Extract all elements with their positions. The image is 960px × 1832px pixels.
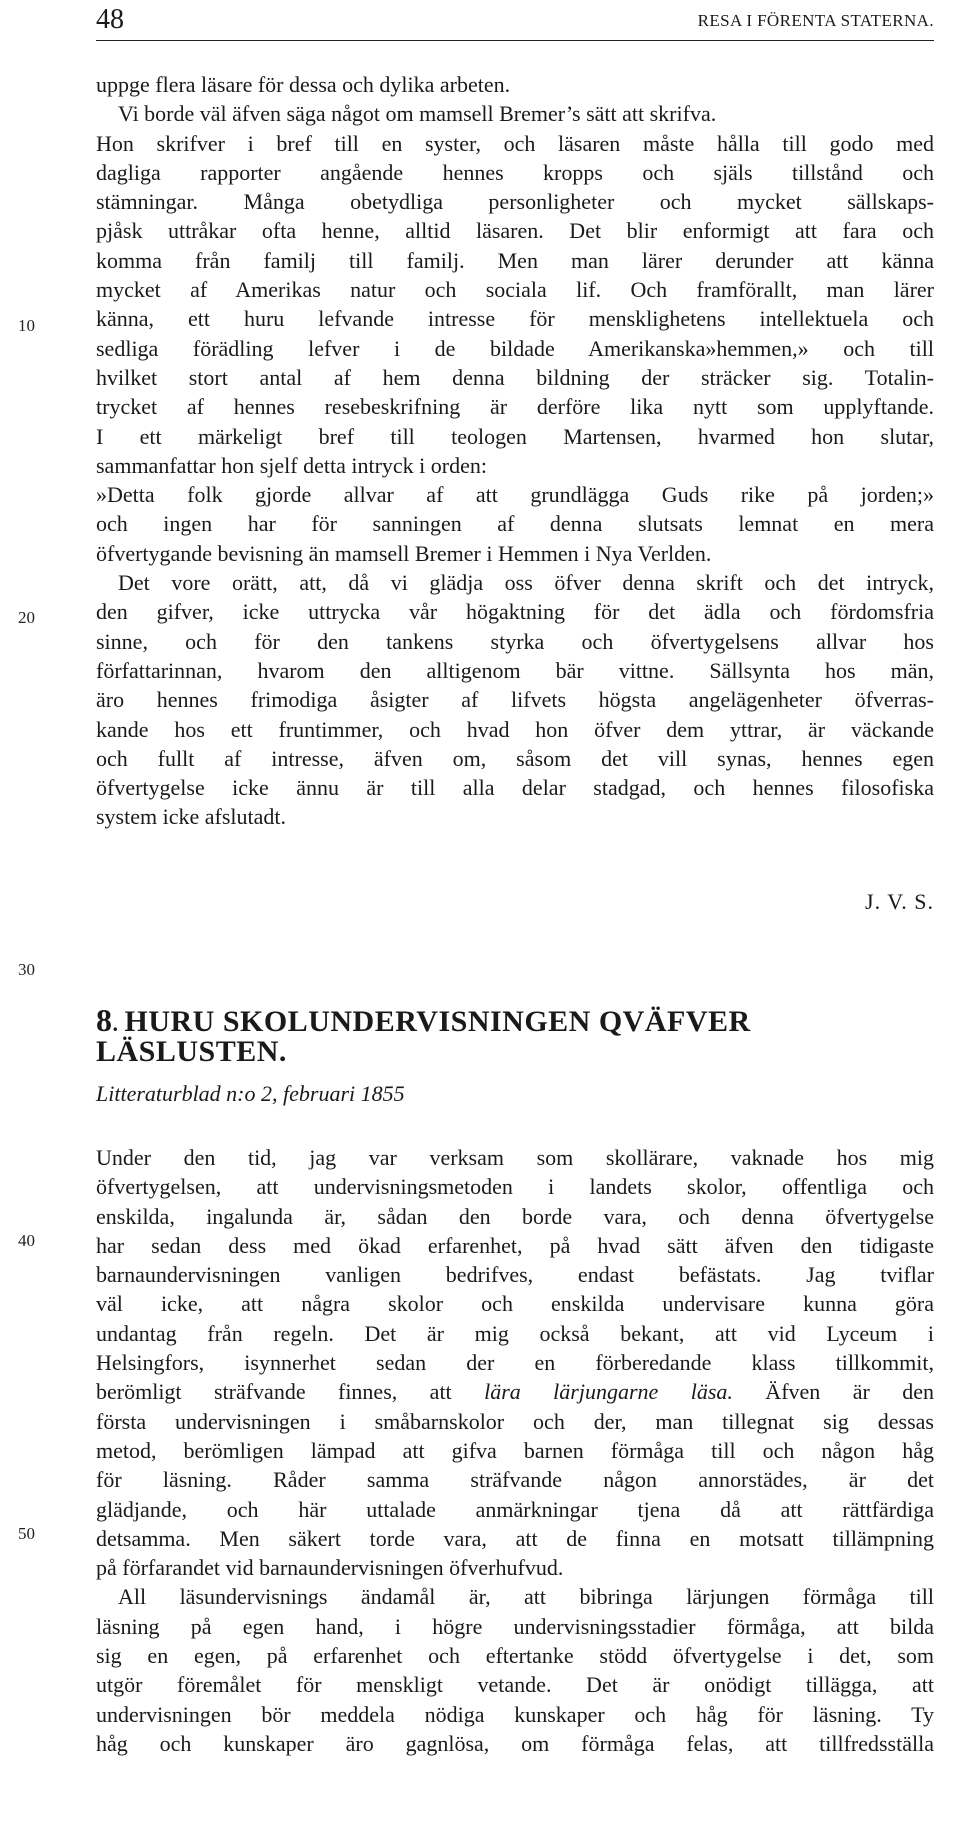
line-number-40: 40 xyxy=(18,1231,35,1250)
text-line: väl icke, att några skolor och enskilda undervisare kunna göra xyxy=(96,1291,934,1317)
text-line: glädjande, och här uttalade anmärkningar tjena då att rättfärdiga xyxy=(96,1496,934,1522)
text-line: undervisningen bör meddela nödiga kunskaper och håg för läsning. Ty xyxy=(96,1701,934,1727)
text-line: pjåsk uttråkar ofta henne, alltid läsaren. Det blir enformigt att fara och xyxy=(96,218,934,244)
text-line: mycket af Amerikas natur och sociala lif. Och framförallt, man lärer xyxy=(96,277,934,303)
text-line: hvilket stort antal af hem denna bildning der sträcker sig. Totalin- xyxy=(96,364,934,390)
text-line: kande hos ett fruntimmer, och hvad hon öfver dem yttrar, är väckande xyxy=(96,716,934,742)
text-line: sedliga förädling lefver i de bildade Amerikanska»hemmen,» och till xyxy=(96,335,934,361)
line-number-30: 30 xyxy=(18,960,35,979)
running-head: RESA I FÖRENTA STATERNA. xyxy=(697,11,934,30)
section-title-line1: HURU SKOLUNDERVISNINGEN QVÄFVER xyxy=(124,1005,751,1038)
text-line-with-emphasis xyxy=(96,1377,934,1406)
text-line: författarinnan, hvarom den alltigenom bär vittne. Sällsynta hos män, xyxy=(96,657,934,683)
text-segment: Äfven är den xyxy=(732,1379,934,1405)
text-line: och fullt af intresse, äfven om, såsom det vill synas, hennes egen xyxy=(96,745,934,771)
text-line: den gifver, icke uttrycka vår högaktning för det ädla och fördomsfria xyxy=(96,599,934,625)
text-line: Under den tid, jag var verksam som skollärare, vaknade hos mig xyxy=(96,1145,934,1170)
text-line: äro hennes frimodiga åsigter af lifvets högsta angelägenheter öfverras- xyxy=(96,687,934,713)
text-line: system icke afslutadt. xyxy=(96,804,287,830)
text-line: uppge flera läsare för dessa och dylika arbeten. xyxy=(96,72,511,97)
text-line: sammanfattar hon sjelf detta intryck i orden: xyxy=(96,452,487,478)
text-line: All läsundervisnings ändamål är, att bibringa lärjungen förmåga till xyxy=(118,1584,934,1610)
header-rule xyxy=(96,40,934,41)
text-line: detsamma. Men säkert torde vara, att de finna en motsatt tillämpning xyxy=(96,1525,934,1551)
text-line: trycket af hennes resebeskrifning är derföre lika nytt som upplyftande. xyxy=(96,394,934,420)
text-line: Det vore orätt, att, då vi glädja oss öfver denna skrift och det intryck, xyxy=(118,570,934,596)
text-line: barnaundervisningen vanligen bedrifves, endast befästats. Jag tviflar xyxy=(96,1262,934,1288)
text-line: första undervisningen i småbarnskolor och der, man tillegnat sig dessas xyxy=(96,1408,934,1434)
text-line: sig en egen, på erfarenhet och eftertanke stödd öfvertygelse i det, som xyxy=(96,1643,934,1669)
text-line: dagliga rapporter angående hennes kropps och själs tillstånd och xyxy=(96,159,934,185)
text-line: öfvertygande bevisning än mamsell Bremer i Hemmen i Nya Verlden. xyxy=(96,540,712,566)
emphasis-text: lära lärjungarne läsa. xyxy=(484,1379,733,1405)
text-line: öfvertygelse icke ännu är till alla delar stadgad, och hennes filosofiska xyxy=(96,775,934,801)
text-line: Helsingfors, isynnerhet sedan der en förberedande klass tillkommit, xyxy=(96,1350,934,1376)
section-title-line2: LÄSLUSTEN. xyxy=(96,1035,287,1068)
quotation-line: »Detta folk gjorde allvar af att grundlägga Guds rike på jorden;» xyxy=(96,482,934,508)
article-text xyxy=(96,1143,934,1758)
text-line: enskilda, ingalunda är, sådan den borde vara, och denna öfvertygelse xyxy=(96,1203,934,1229)
text-segment: berömligt sträfvande finnes, att xyxy=(96,1379,485,1405)
text-line: komma från familj till familj. Men man lärer derunder att känna xyxy=(96,247,934,273)
line-number-10: 10 xyxy=(18,316,35,335)
line-number-20: 20 xyxy=(18,608,35,627)
page-header xyxy=(96,0,934,42)
text-line: läsning på egen hand, i högre undervisningsstadier förmåga, att bilda xyxy=(96,1613,934,1639)
text-line: på förfarandet vid barnaundervisningen öfverhufvud. xyxy=(96,1555,564,1581)
text-line: och ingen har för sanningen af denna slutsats lemnat en mera xyxy=(96,511,934,537)
author-signature: J. V. S. xyxy=(865,889,934,914)
text-line: Vi borde väl äfven säga något om mamsell Bremer’s sätt att skrifva. xyxy=(118,101,717,127)
source-citation: Litteraturblad n:o 2, februari 1855 xyxy=(96,1081,405,1106)
text-line: håg och kunskaper äro gagnlösa, om förmåga felas, att tillfredsställa xyxy=(96,1730,934,1756)
section-heading: 8. HURU SKOLUNDERVISNINGEN QVÄFVER LÄSLUSTEN. xyxy=(96,1006,934,1066)
line-number-50: 50 xyxy=(18,1524,35,1543)
text-line: Hon skrifver i bref till en syster, och läsaren måste hålla till godo med xyxy=(96,130,934,156)
text-line: utgör föremålet för menskligt vetande. Det är onödigt tillägga, att xyxy=(96,1672,934,1698)
text-line: sinne, och för den tankens styrka och öfvertygelsens allvar hos xyxy=(96,628,934,654)
text-line: metod, berömligen lämpad att gifva barnen förmåga till och någon håg xyxy=(96,1437,934,1463)
text-line: för läsning. Råder samma sträfvande någon annorstädes, är det xyxy=(96,1467,934,1493)
text-line: I ett märkeligt bref till teologen Martensen, hvarmed hon slutar, xyxy=(96,423,934,449)
review-text xyxy=(96,70,934,832)
text-line: känna, ett huru lefvande intresse för mensklighetens intellektuela och xyxy=(96,306,934,332)
text-line: har sedan dess med ökad erfarenhet, på hvad sätt äfven den tidigaste xyxy=(96,1232,934,1258)
text-line: stämningar. Många obetydliga personligheter och mycket sällskaps- xyxy=(96,189,934,215)
section-number: 8 xyxy=(96,1002,113,1038)
text-line: undantag från regeln. Det är mig också bekant, att vid Lyceum i xyxy=(96,1320,934,1346)
text-line: öfvertygelsen, att undervisningsmetoden i landets skolor, offentliga och xyxy=(96,1174,934,1200)
page-number: 48 xyxy=(96,4,124,35)
